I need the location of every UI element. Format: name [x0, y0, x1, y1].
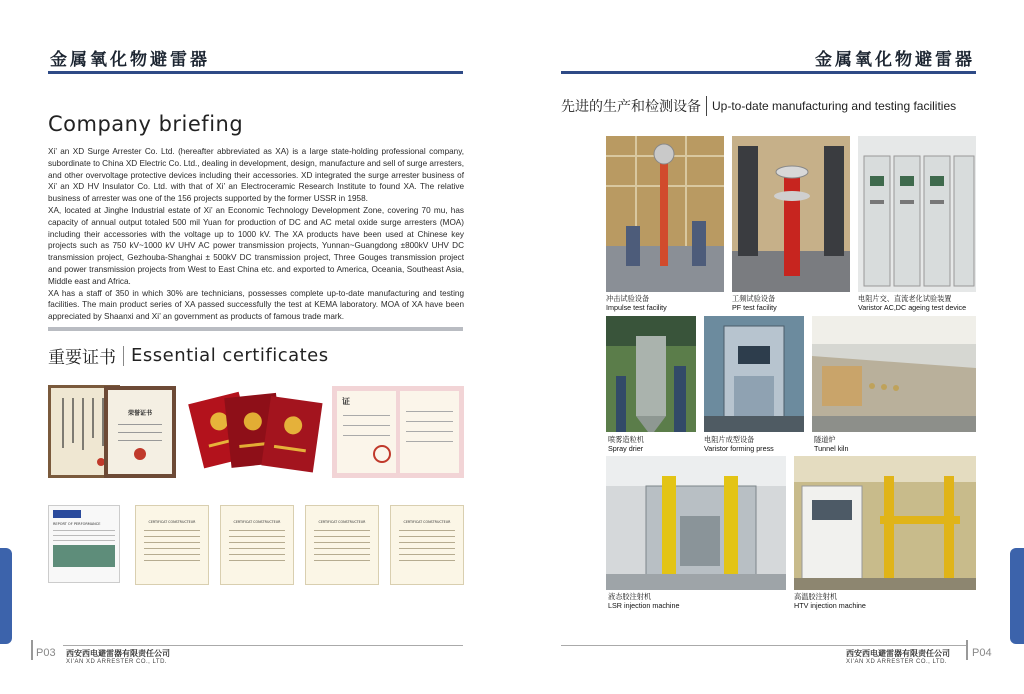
page-number-right: P04 — [972, 647, 992, 659]
title-separator — [123, 346, 124, 366]
caption-htv: 高温胶注射机 HTV injection machine — [794, 592, 866, 610]
side-tab-right — [1010, 548, 1024, 644]
caption-ageing: 电阻片交、直流老化试验装置 Varistor AC,DC ageing test device — [858, 294, 967, 312]
header-rule-left — [48, 71, 463, 74]
certificates-heading — [48, 343, 329, 368]
facilities-title-cn: 先进的生产和检测设备 — [561, 99, 701, 115]
caption-spray: 喷雾造粒机 Spray drier — [608, 435, 644, 453]
spray-drier-photo — [606, 316, 696, 432]
lsr-machine-photo — [606, 456, 786, 590]
certificates-title-cn: 重要证书 — [48, 348, 116, 368]
facilities-separator — [706, 96, 707, 116]
ageing-test-photo — [858, 136, 976, 292]
brand-title-left: 金属氧化物避雷器 — [50, 50, 210, 70]
footer-rule-right — [561, 645, 967, 646]
red-certificate-booklets — [188, 388, 324, 478]
company-briefing-title: Company briefing — [48, 112, 244, 136]
page-marker-left — [31, 640, 33, 660]
facilities-heading — [561, 96, 956, 116]
section-divider — [48, 327, 463, 331]
footer-company-en-right: XI’AN XD ARRESTER CO., LTD. — [846, 659, 948, 665]
header-rule-right — [561, 71, 976, 74]
caption-press: 电阻片成型设备 Varistor forming press — [704, 435, 774, 453]
page-marker-right — [966, 640, 968, 660]
caption-lsr: 液态胶注射机 LSR injection machine — [608, 592, 680, 610]
paragraph-2: XA, located at Jinghe Industrial estate of Xi’ an Economic Technology Development Zone, covering 70 mu, has capacity of annual output totaled 500 mil Yuan for production of DC and AC metal oxide surge arresters (MOA) including their accessories with the voltage up to 1000 kV. The XA products have been used at Chinese key projects such as 750 kV~1000 kV UHV AC power transmission projects, Yunnan~Guangdong ±800kV UHV DC transmission project, Gezhouba-Shanghai ± 500kV DC transmission project, Three Gouges transmission project and power transmission projects from West to East China etc. and exported to America, Oceania, Southeast Asia, Middle east and Africa. — [48, 205, 464, 286]
company-briefing-text — [48, 146, 464, 323]
certificates-title-en: Essential certificates — [131, 345, 329, 366]
honor-cert-title: 荣誉证书 — [127, 410, 152, 417]
facilities-title-en: Up-to-date manufacturing and testing facilities — [712, 99, 957, 113]
kema-certificate-3: CERTIFICAT CONSTRUCTEUR — [305, 505, 379, 585]
footer-rule-left — [63, 645, 463, 646]
page-number-left: P03 — [36, 647, 56, 659]
htv-machine-photo — [794, 456, 976, 590]
brand-title-right: 金属氧化物避雷器 — [815, 50, 975, 70]
honor-certificate-framed — [104, 386, 176, 478]
footer-company-cn-left: 西安西电避雷器有限责任公司 — [66, 649, 170, 658]
caption-impulse: 冲击试验设备 Impulse test facility — [606, 294, 667, 312]
footer-company-en-left: XI’AN XD ARRESTER CO., LTD. — [66, 659, 168, 665]
impulse-test-photo — [606, 136, 724, 292]
caption-kiln: 隧道炉 Tunnel kiln — [814, 435, 849, 453]
footer-company-cn-right: 西安西电避雷器有限责任公司 — [846, 649, 950, 658]
kema-certificate-1: CERTIFICAT CONSTRUCTEUR — [135, 505, 209, 585]
pf-test-photo — [732, 136, 850, 292]
report-header: REPORT OF PERFORMANCE — [53, 522, 101, 526]
cert-char: 证 — [342, 397, 350, 406]
forming-press-photo — [704, 316, 804, 432]
performance-report — [48, 505, 120, 583]
side-tab-left — [0, 548, 12, 644]
certificate-pair — [332, 386, 464, 478]
paragraph-3: XA has a staff of 350 in which 30% are technicians, possesses complete up-to-date manufacturing and testing facilities. The main product series of XA passed successfully the test at KEMA laboratory. MOA of XA have been appreciated by Shaanxi and Xi’ an government as products of famous trade mark. — [48, 288, 464, 322]
paragraph-1: Xi’ an XD Surge Arrester Co. Ltd. (hereafter abbreviated as XA) is a large state-holding professional company, subordinate to China XD Electric Co. Ltd., dealing in development, design, manufacture and sell of surge arresters, and other overvoltage protective devices including their accessories. XD integrated the surge arrester business of Xi’ an XD HV Insulator Co. Ltd. with that of Xi’ an Electroceramic Research Institute to found XA. The relative business of arrester was one of the 156 projects supported by the former USSR in 1958. — [48, 147, 464, 204]
kema-certificate-2: CERTIFICAT CONSTRUCTEUR — [220, 505, 294, 585]
caption-pf: 工频试验设备 PF test facility — [732, 294, 777, 312]
kema-certificate-4: CERTIFICAT CONSTRUCTEUR — [390, 505, 464, 585]
tunnel-kiln-photo — [812, 316, 976, 432]
